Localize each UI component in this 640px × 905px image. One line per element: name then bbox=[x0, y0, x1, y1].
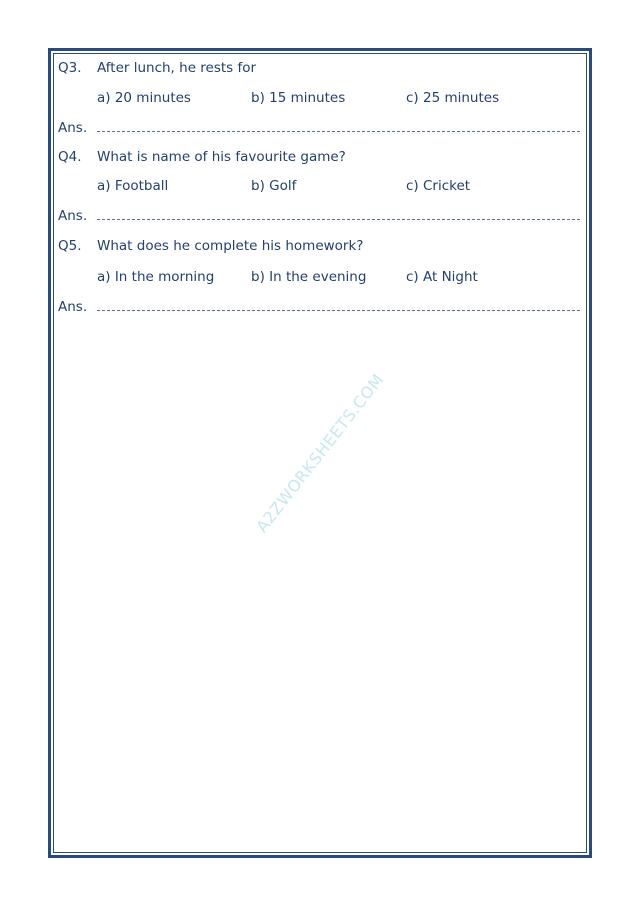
option-c: c) At Night bbox=[406, 269, 478, 285]
question-number: Q4. bbox=[58, 149, 82, 165]
answer-line[interactable] bbox=[97, 131, 580, 132]
question-number: Q3. bbox=[58, 60, 82, 76]
question-text: After lunch, he rests for bbox=[97, 60, 257, 76]
option-a: a) Football bbox=[97, 178, 169, 194]
answer-line[interactable] bbox=[97, 219, 580, 220]
option-c: c) 25 minutes bbox=[406, 90, 500, 106]
answer-label: Ans. bbox=[58, 120, 88, 136]
option-b: b) 15 minutes bbox=[251, 90, 346, 106]
option-a: a) In the morning bbox=[97, 269, 215, 285]
question-text: What does he complete his homework? bbox=[97, 238, 364, 254]
answer-label: Ans. bbox=[58, 299, 88, 315]
answer-line[interactable] bbox=[97, 310, 580, 311]
question-text: What is name of his favourite game? bbox=[97, 149, 346, 165]
option-c: c) Cricket bbox=[406, 178, 471, 194]
option-b: b) Golf bbox=[251, 178, 297, 194]
watermark: A2ZWORKSHEETS.COM bbox=[252, 370, 388, 536]
answer-label: Ans. bbox=[58, 208, 88, 224]
option-b: b) In the evening bbox=[251, 269, 367, 285]
option-a: a) 20 minutes bbox=[97, 90, 191, 106]
question-number: Q5. bbox=[58, 238, 82, 254]
